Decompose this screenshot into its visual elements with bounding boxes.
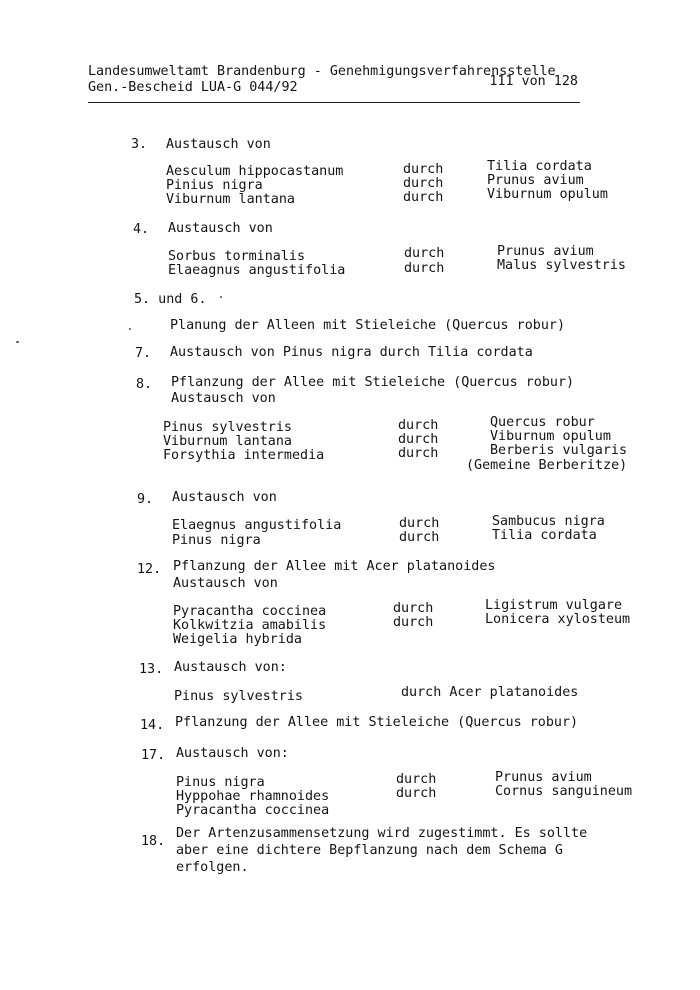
item-7-number: 7.	[135, 346, 152, 361]
item-3-row-3-via: durch	[403, 190, 444, 205]
item-3-heading: Austausch von	[166, 137, 271, 152]
item-4-row-1-via: durch	[404, 246, 445, 261]
item-7-text: Austausch von Pinus nigra durch Tilia cordata	[170, 345, 533, 360]
item-17-number: 17.	[141, 748, 166, 763]
item-9-row-1-via: durch	[399, 516, 440, 531]
item-12-row-1-via: durch	[393, 601, 434, 616]
item-17-row-2-via: durch	[396, 786, 437, 801]
item-4-number: 4.	[133, 222, 150, 237]
item-14-text: Pflanzung der Allee mit Stieleiche (Quercus robur)	[175, 715, 579, 730]
item-3-row-2-to: Prunus avium	[487, 173, 584, 188]
scan-speck	[16, 341, 19, 343]
scan-speck	[129, 328, 131, 330]
item-9-row-2-to: Tilia cordata	[492, 528, 597, 543]
item-9-row-1-from: Elaegnus angustifolia	[172, 518, 342, 533]
item-4-heading: Austausch von	[168, 221, 273, 236]
item-18-line-3: erfolgen.	[176, 860, 249, 875]
item-12-row-1-to: Ligistrum vulgare	[485, 598, 623, 613]
item-17-row-2-from: Hyppohae rhamnoides	[176, 789, 330, 804]
item-4-row-2-to: Malus sylvestris	[497, 258, 626, 273]
item-12-number: 12.	[137, 562, 162, 577]
item-3-row-3-to: Viburnum opulum	[487, 187, 608, 202]
item-17-row-1-from: Pinus nigra	[176, 775, 265, 790]
item-8-row-1-to: Quercus robur	[490, 415, 595, 430]
item-3-row-1-from: Aesculum hippocastanum	[166, 164, 344, 179]
item-12-row-1-from: Pyracantha coccinea	[173, 604, 327, 619]
item-4-row-2-from: Elaeagnus angustifolia	[168, 263, 346, 278]
item-12-row-2-from: Kolkwitzia amabilis	[173, 618, 327, 633]
item-8-heading-1: Pflanzung der Allee mit Stieleiche (Quercus robur)	[171, 375, 575, 390]
header-reference: Gen.-Bescheid LUA-G 044/92	[88, 80, 298, 95]
item-9-number: 9.	[137, 492, 154, 507]
item-18-line-2: aber eine dichtere Bepflanzung nach dem Schema G	[176, 843, 563, 858]
item-8-row-2-via: durch	[398, 432, 439, 447]
item-3-row-3-from: Viburnum lantana	[166, 192, 295, 207]
item-8-row-1-from: Pinus sylvestris	[163, 420, 292, 435]
item-18-line-1: Der Artenzusammensetzung wird zugestimmt. Es sollte	[176, 826, 588, 841]
item-17-row-1-via: durch	[396, 772, 437, 787]
item-8-note: (Gemeine Berberitze)	[466, 458, 628, 473]
scan-speck	[220, 296, 222, 298]
item-3-number: 3.	[131, 137, 148, 152]
item-8-row-3-to: Berberis vulgaris	[490, 443, 628, 458]
item-9-heading: Austausch von	[172, 490, 277, 505]
item-9-row-1-to: Sambucus nigra	[492, 514, 605, 529]
item-12-heading-2: Austausch von	[173, 576, 278, 591]
item-4-row-2-via: durch	[404, 261, 445, 276]
item-3-row-2-via: durch	[403, 176, 444, 191]
item-14-number: 14.	[140, 718, 165, 733]
item-12-row-3-from: Weigelia hybrida	[173, 632, 302, 647]
item-3-row-1-via: durch	[403, 162, 444, 177]
item-5-6-text: Planung der Alleen mit Stieleiche (Quercus robur)	[170, 318, 566, 333]
item-17-row-2-to: Cornus sanguineum	[495, 784, 633, 799]
item-17-row-1-to: Prunus avium	[495, 770, 592, 785]
item-13-from: Pinus sylvestris	[174, 689, 303, 704]
header-authority: Landesumweltamt Brandenburg - Genehmigungsverfahrensstelle	[88, 64, 556, 79]
page-number: 111 von 128	[489, 74, 578, 89]
item-8-row-1-via: durch	[398, 418, 439, 433]
item-13-to: durch Acer platanoides	[401, 685, 579, 700]
item-9-row-2-from: Pinus nigra	[172, 533, 261, 548]
item-5-6-number: 5. und 6.	[134, 292, 207, 307]
item-12-row-2-via: durch	[393, 615, 434, 630]
item-13-heading: Austausch von:	[174, 660, 287, 675]
item-4-row-1-to: Prunus avium	[497, 244, 594, 259]
item-8-number: 8.	[136, 377, 153, 392]
item-18-number: 18.	[141, 834, 166, 849]
item-8-row-3-via: durch	[398, 446, 439, 461]
item-8-heading-2: Austausch von	[171, 391, 276, 406]
item-8-row-2-to: Viburnum opulum	[490, 429, 611, 444]
item-9-row-2-via: durch	[399, 530, 440, 545]
item-8-row-2-from: Viburnum lantana	[163, 434, 292, 449]
item-17-row-3-from: Pyracantha coccinea	[176, 803, 330, 818]
item-4-row-1-from: Sorbus torminalis	[168, 249, 306, 264]
item-17-heading: Austausch von:	[176, 746, 289, 761]
item-13-number: 13.	[139, 662, 164, 677]
page-header	[88, 60, 580, 103]
item-3-row-2-from: Pinius nigra	[166, 178, 263, 193]
item-12-row-2-to: Lonicera xylosteum	[485, 612, 631, 627]
item-3-row-1-to: Tilia cordata	[487, 159, 592, 174]
item-8-row-3-from: Forsythia intermedia	[163, 448, 325, 463]
item-12-heading-1: Pflanzung der Allee mit Acer platanoides	[173, 559, 496, 574]
